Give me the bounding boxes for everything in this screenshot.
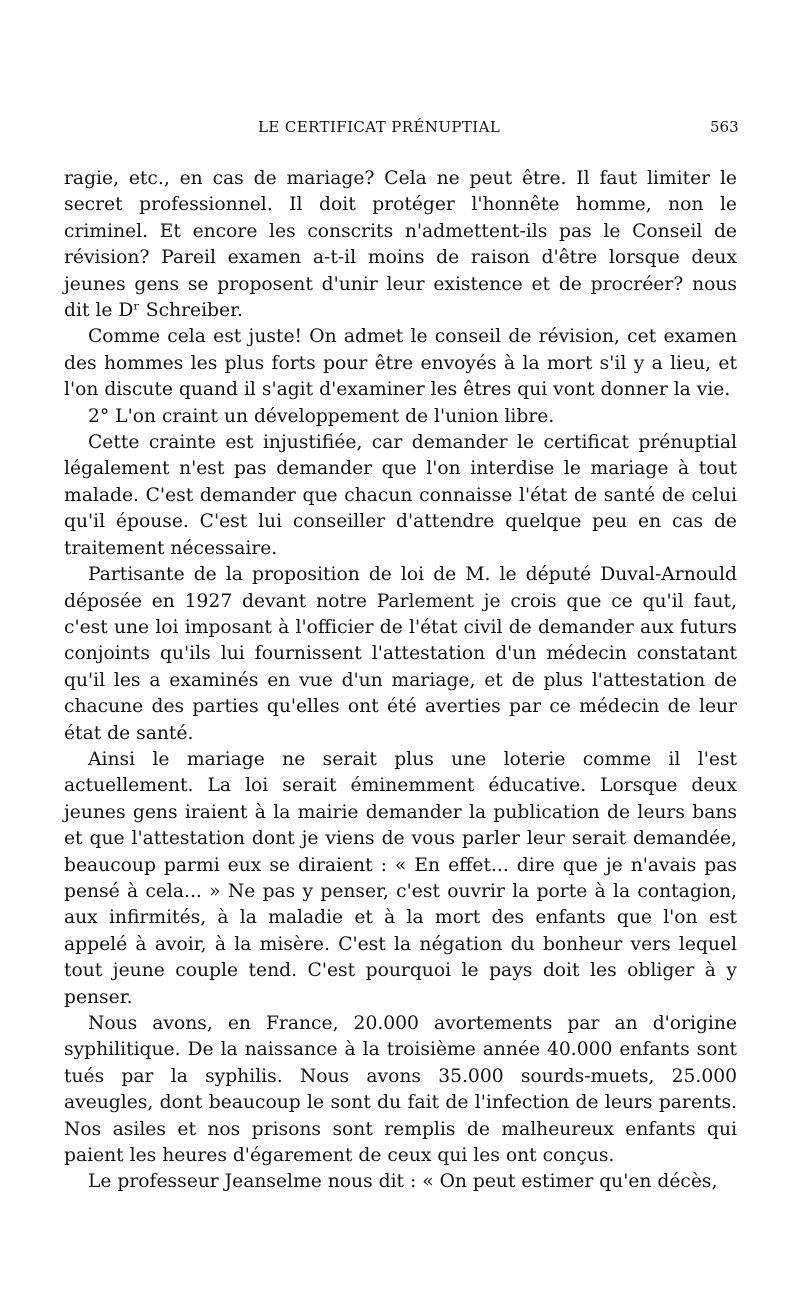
body-text (64, 166, 737, 1196)
paragraph: Ainsi le mariage ne serait plus une loterie comme il l'est actuellement. La loi serait éminemment éducative. Lorsque deux jeunes gens iraient à la mairie demander la publication de leurs bans et que l'attestation dont je viens de vous parler leur serait demandée, beaucoup parmi eux se diraient : « En effet... dire que je n'avais pas pensé à cela... » Ne pas y penser, c'est ouvrir la porte à la contagion, aux infirmités, à la maladie et à la mort des enfants que l'on est appelé à avoir, à la misère. C'est la négation du bonheur vers lequel tout jeune couple tend. C'est pourquoi le pays doit les obliger à y penser. (64, 748, 737, 1008)
paragraph: 2° L'on craint un développement de l'union libre. (88, 405, 555, 427)
running-title: LE CERTIFICAT PRÉNUPTIAL (258, 118, 501, 136)
paragraph: Cette crainte est injustifiée, car demander le certificat prénuptial légalement n'est pas demander que l'on interdise le mariage à tout malade. C'est demander que chacun connaisse l'état de santé de celui qu'il épouse. C'est lui conseiller d'attendre quelque peu en cas de traitement nécessaire. (64, 432, 737, 559)
paragraph: Le professeur Jeanselme nous dit : « On peut estimer qu'en décès, (88, 1171, 718, 1193)
paragraph: Nous avons, en France, 20.000 avortements par an d'origine syphilitique. De la naissance à la troisième année 40.000 enfants sont tués par la syphilis. Nous avons 35.000 sourds-muets, 25.000 aveugles, dont beaucoup le sont du fait de l'infection de leurs parents. Nos asiles et nos prisons sont remplis de malheureux enfants qui paient les heures d'égarement de ceux qui les ont conçus. (64, 1013, 737, 1167)
page-number: 563 (710, 118, 739, 136)
paragraph: ragie, etc., en cas de mariage? Cela ne peut être. Il faut limiter le secret professionnel. Il doit protéger l'honnête homme, non le criminel. Et encore les conscrits n'admettent-ils pas le Conseil de révision? Pareil examen a-t-il moins de raison d'être lorsque deux jeunes gens se proposent d'unir leur existence et de procréer? nous dit le Dʳ Schreiber. (64, 168, 737, 322)
paragraph: Partisante de la proposition de loi de M. le député Duval-Arnould déposée en 1927 devant notre Parlement je crois que ce qu'il faut, c'est une loi imposant à l'officier de l'état civil de demander aux futurs conjoints qu'ils lui fournissent l'attestation d'un médecin constatant qu'il les a examinés en vue d'un mariage, et de plus l'attestation de chacune des parties qu'elles ont été averties par ce médecin de leur état de santé. (64, 564, 737, 744)
paragraph: Comme cela est juste! On admet le conseil de révision, cet examen des hommes les plus forts pour être envoyés à la mort s'il y a lieu, et l'on discute quand il s'agit d'examiner les êtres qui vont donner la vie. (64, 326, 737, 401)
running-head (0, 118, 800, 140)
